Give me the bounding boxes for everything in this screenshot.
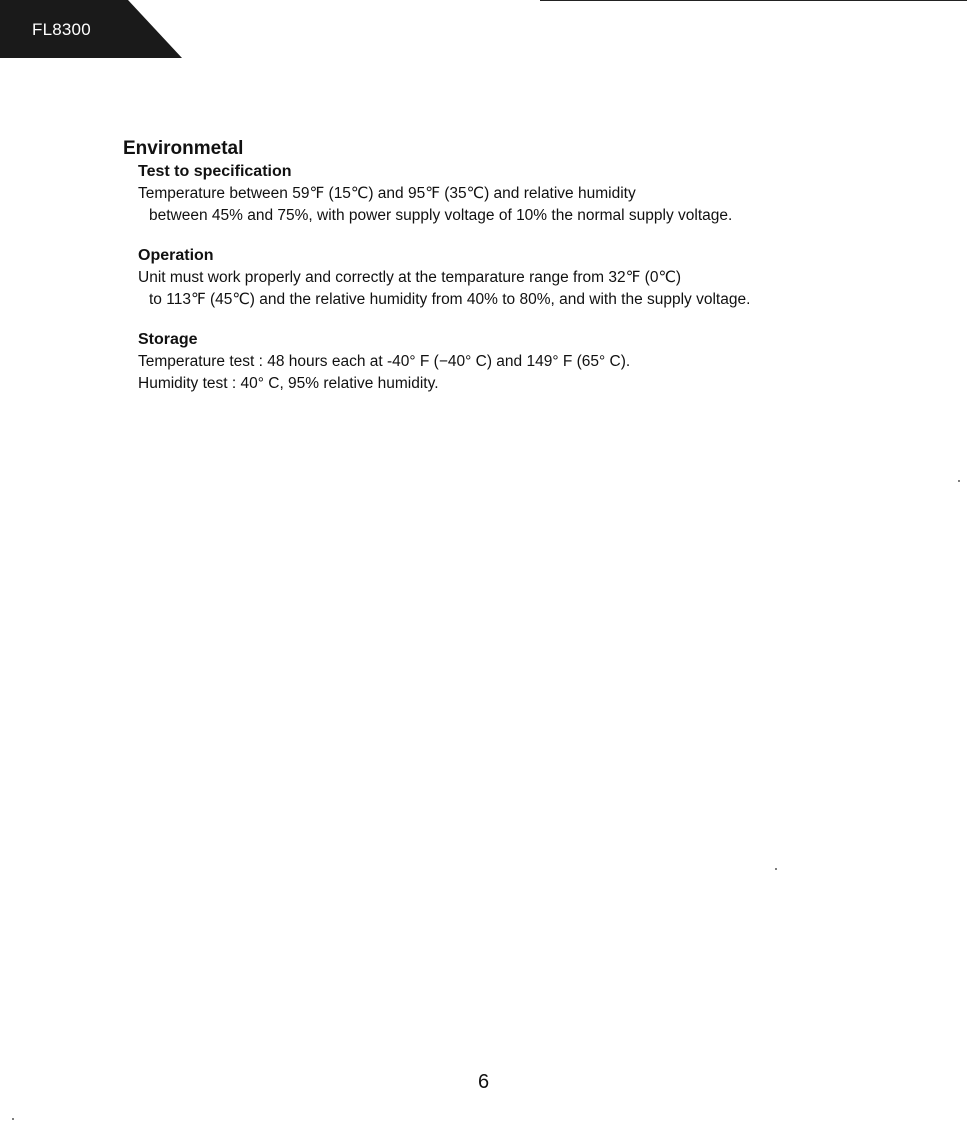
test-to-specification-heading: Test to specification bbox=[138, 163, 292, 180]
page-content bbox=[123, 137, 903, 395]
operation-heading: Operation bbox=[138, 247, 214, 264]
scan-speck bbox=[775, 868, 777, 870]
storage-line-1: Temperature test : 48 hours each at -40° F (−40° C) and 149° F (65° C). bbox=[138, 353, 631, 370]
test-to-specification-block bbox=[138, 161, 903, 227]
storage-heading: Storage bbox=[138, 331, 198, 348]
storage-line-2: Humidity test : 40° C, 95% relative humidity. bbox=[138, 375, 439, 392]
operation-line-1: Unit must work properly and correctly at the temparature range from 32℉ (0℃) bbox=[138, 269, 682, 286]
test-to-specification-line-1: Temperature between 59℉ (15℃) and 95℉ (35℃) and relative humidity bbox=[138, 185, 636, 202]
operation-line-2: to 113℉ (45℃) and the relative humidity from 40% to 80%, and with the supply voltage. bbox=[149, 291, 751, 308]
scan-speck bbox=[958, 480, 960, 482]
header-tab-shape bbox=[0, 0, 182, 58]
model-label: FL8300 bbox=[32, 20, 91, 39]
storage-block bbox=[138, 329, 903, 395]
top-rule-divider bbox=[540, 0, 967, 1]
operation-block bbox=[138, 245, 903, 311]
scan-speck bbox=[12, 1118, 14, 1120]
section-title: Environmetal bbox=[123, 138, 244, 159]
test-to-specification-line-2: between 45% and 75%, with power supply voltage of 10% the normal supply voltage. bbox=[149, 207, 733, 224]
model-header-tab bbox=[0, 0, 182, 58]
page-number: 6 bbox=[477, 1071, 490, 1093]
